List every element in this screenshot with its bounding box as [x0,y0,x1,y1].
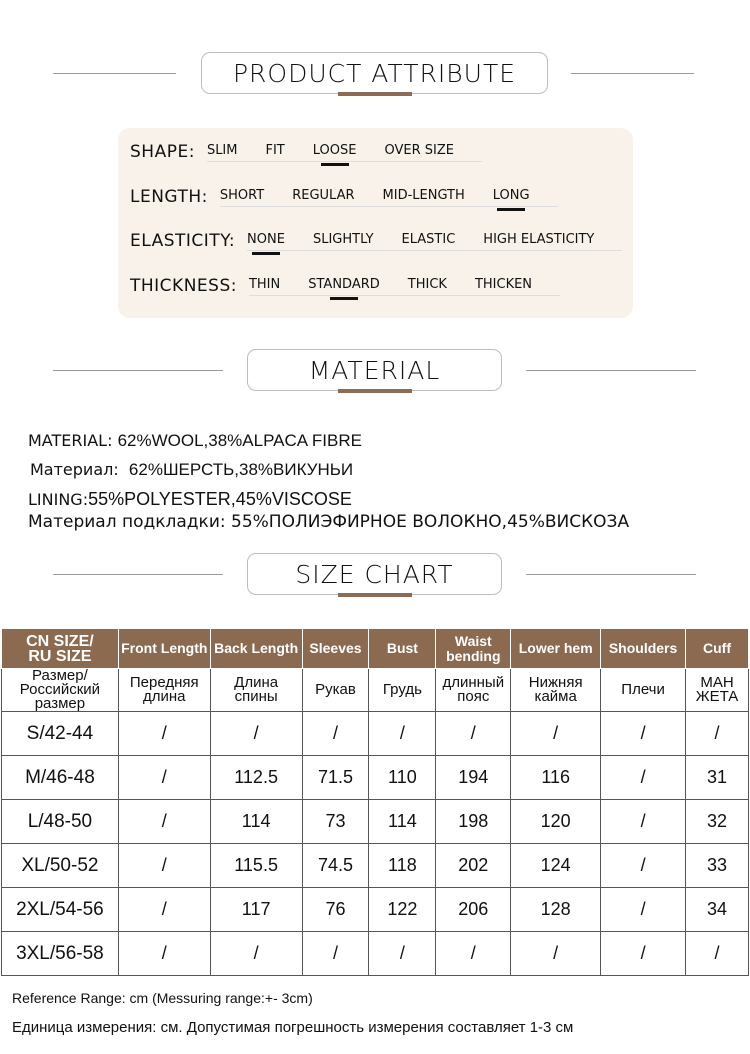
material-label: Материал подкладки: [28,512,226,532]
table-cell: / [118,800,210,844]
table-cell: 198 [436,800,511,844]
table-cell: / [118,932,210,976]
table-cell: / [436,932,511,976]
table-cell: 115.5 [210,844,302,888]
column-header-ru: длинный пояс [436,669,511,712]
material-value: 62%WOOL,38%ALPACA FIBRE [117,431,362,450]
attribute-option: SLIM [206,143,238,158]
table-cell: / [302,712,369,756]
attribute-option: ELASTIC [401,232,456,247]
table-cell: 73 [302,800,369,844]
divider [53,574,223,575]
column-header-ru: Передняя длина [118,669,210,712]
size-cell: 2XL/54-56 [2,888,119,932]
attribute-label: ELASTICITY: [130,231,236,251]
attribute-panel [118,128,633,318]
table-cell: / [601,756,686,800]
divider [53,370,223,371]
size-cell: 3XL/56-58 [2,932,119,976]
table-cell: / [302,932,369,976]
column-header: Lower hem [511,629,601,669]
column-header: Shoulders [601,629,686,669]
column-header-ru: Нижняя кайма [511,669,601,712]
size-cell: L/48-50 [2,800,119,844]
table-cell: 112.5 [210,756,302,800]
table-cell: 122 [369,888,436,932]
divider [526,574,696,575]
section-title-text: SIZE CHART [295,559,454,589]
table-cell: / [118,888,210,932]
attribute-option-selected: LOOSE [312,143,357,158]
column-header: CN SIZE/ RU SIZE [2,629,119,669]
attribute-options [220,188,558,207]
column-header: Bust [369,629,436,669]
table-cell: 76 [302,888,369,932]
divider [53,73,176,74]
table-cell: 117 [210,888,302,932]
attribute-option: REGULAR [292,188,355,203]
table-cell: / [210,932,302,976]
attribute-options [249,277,560,296]
section-title-text: MATERIAL [308,355,441,385]
table-cell: 202 [436,844,511,888]
attribute-label: LENGTH: [130,187,208,207]
section-title-attribute [201,52,548,94]
table-cell: / [601,712,686,756]
table-cell: 74.5 [302,844,369,888]
table-row [2,800,749,844]
attribute-option: MID-LENGTH [382,188,465,203]
table-cell: 124 [511,844,601,888]
table-cell: 31 [686,756,749,800]
table-cell: 118 [369,844,436,888]
attribute-option: SLIGHTLY [312,232,374,247]
table-cell: 194 [436,756,511,800]
attribute-label: THICKNESS: [130,276,237,296]
attribute-option: OVER SIZE [384,143,454,158]
material-value: 62%ШЕРСТЬ,38%ВИКУНЬИ [128,460,354,479]
divider [571,73,694,74]
column-header: Front Length [118,629,210,669]
attribute-option-selected: STANDARD [308,277,380,292]
table-cell: / [686,712,749,756]
section-title-size-chart [247,553,502,595]
table-row [2,888,749,932]
table-row [2,844,749,888]
table-cell: / [511,932,601,976]
material-label: LINING: [28,490,89,509]
size-cell: S/42-44 [2,712,119,756]
table-cell: 71.5 [302,756,369,800]
table-cell: / [436,712,511,756]
column-header: Cuff [686,629,749,669]
attribute-option: HIGH ELASTICITY [483,232,595,247]
table-cell: 206 [436,888,511,932]
column-header-ru: Грудь [369,669,436,712]
material-value: 55%ПОЛИЭФИРНОЕ ВОЛОКНО,45%ВИСКОЗА [231,512,630,532]
table-cell: / [601,888,686,932]
table-cell: / [118,756,210,800]
table-cell: 110 [369,756,436,800]
material-label: Материал: [30,460,119,479]
attribute-row [130,231,622,251]
title-underline [338,593,412,597]
title-underline [338,92,412,96]
table-cell: / [686,932,749,976]
column-header-ru: Рукав [302,669,369,712]
attribute-row [130,142,482,162]
table-cell: 114 [369,800,436,844]
column-header: Waist bending [436,629,511,669]
table-cell: / [369,712,436,756]
material-line [28,512,629,532]
attribute-option-selected: LONG [492,188,530,203]
table-cell: / [601,800,686,844]
header-row-ru [2,669,749,712]
table-cell: 128 [511,888,601,932]
table-cell: 33 [686,844,749,888]
attribute-option: THIN [248,277,281,292]
column-header-ru: Длина спины [210,669,302,712]
attribute-option: THICKEN [474,277,533,292]
column-header-ru: МАН ЖЕТА [686,669,749,712]
table-cell: / [118,712,210,756]
table-cell: / [601,844,686,888]
table-row [2,712,749,756]
material-line [28,431,362,451]
header-row [2,629,749,669]
table-cell: 114 [210,800,302,844]
divider [526,370,696,371]
section-title-material [247,349,502,391]
column-header-ru: Плечи [601,669,686,712]
table-cell: / [118,844,210,888]
size-chart-table [1,628,749,976]
material-label: MATERIAL: [28,431,113,450]
size-cell: M/46-48 [2,756,119,800]
table-row [2,756,749,800]
column-header-ru: Размер/ Российский размер [2,669,119,712]
column-header: Sleeves [302,629,369,669]
reference-note: Reference Range: cm (Messuring range:+- 3cm) [12,990,313,1006]
reference-note-ru: Единица измерения: см. Допустимая погрешность измерения составляет 1-3 см [12,1019,574,1036]
attribute-option: THICK [407,277,447,292]
material-line [30,460,353,480]
attribute-options [207,143,482,162]
table-row [2,932,749,976]
table-cell: 120 [511,800,601,844]
title-underline [338,389,412,393]
attribute-option-selected: NONE [247,232,285,247]
attribute-row [130,187,558,207]
material-value: 55%POLYESTER,45%VISCOSE [88,489,352,509]
table-cell: / [369,932,436,976]
table-cell: 32 [686,800,749,844]
table-cell: / [601,932,686,976]
attribute-option: SHORT [219,188,265,203]
attribute-row [130,276,560,296]
table-cell: / [210,712,302,756]
table-cell: 116 [511,756,601,800]
attribute-options [247,232,622,251]
section-title-text: PRODUCT ATTRIBUTE [232,58,517,88]
material-line [28,489,352,510]
column-header: Back Length [210,629,302,669]
table-cell: / [511,712,601,756]
table-cell: 34 [686,888,749,932]
attribute-option: FIT [265,143,285,158]
size-cell: XL/50-52 [2,844,119,888]
attribute-label: SHAPE: [130,142,195,162]
